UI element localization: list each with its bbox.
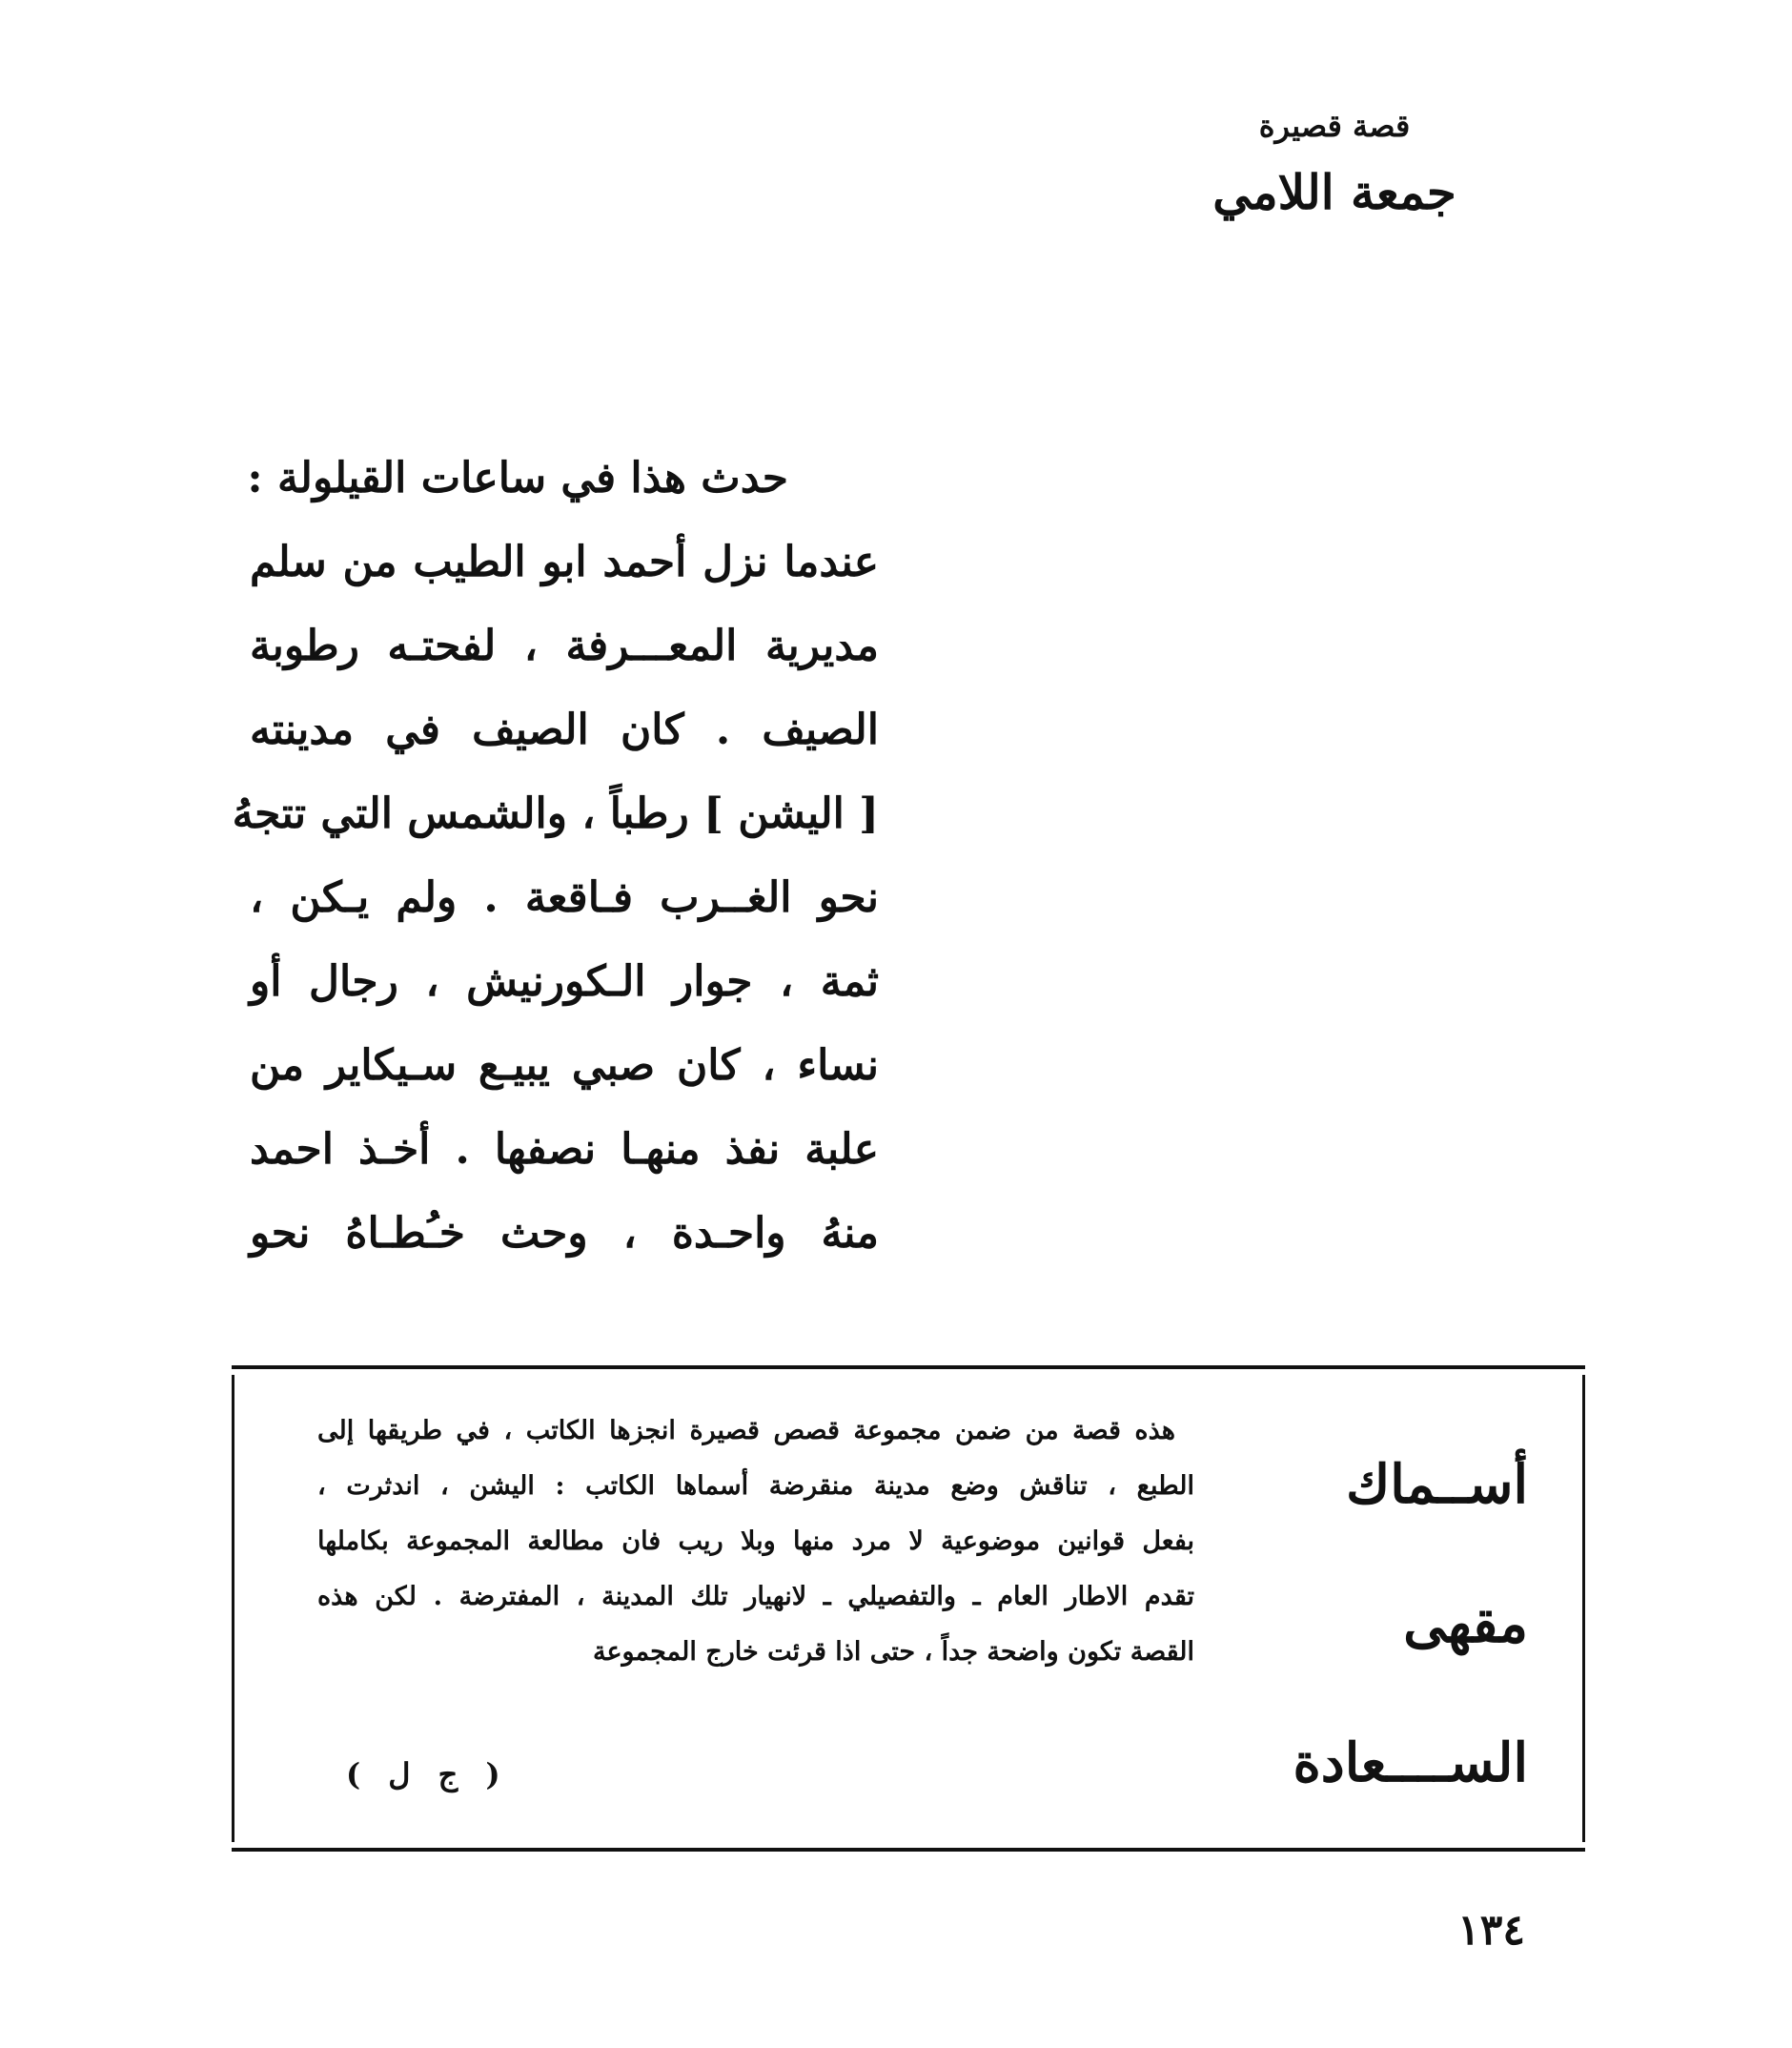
body-line: علبة نفذ منهـا نصفها . أخـذ احمد [250,1125,879,1174]
box-left-rule [232,1375,234,1842]
note-line: بفعل قوانين موضوعية لا مرد منها وبلا ريب فان مطالعة المجموعة بكاملها [317,1526,1194,1556]
body-line: عندما نزل أحمد ابو الطيب من سلم [250,538,879,586]
page-number: ١٣٤ [1457,1906,1525,1955]
story-title [1280,1415,1528,1833]
note-line: القصة تكون واضحة جداً ، حتى اذا قرئت خارج المجموعة [592,1637,1194,1667]
story-title-line: أســماك [1346,1453,1528,1516]
body-line: ثمة ، جوار الـكورنيش ، رجال أو [250,957,879,1006]
body-line: الصيف . كان الصيف في مدينته [250,706,879,754]
body-line: [ اليشن ] رطباً ، والشمس التي تتجهُ [232,789,879,838]
author-name: جمعة اللامي [1212,164,1456,220]
body-line: نحو الغــرب فـاقعة . ولم يـكن ، [250,873,879,922]
box-top-rule [232,1365,1585,1369]
story-body [232,437,879,1276]
note-line: هذه قصة من ضمن مجموعة قصص قصيرة انجزها الكاتب ، في طريقها إلى [317,1416,1175,1445]
editor-note-text [317,1403,1194,1680]
story-title-line: الســــعادة [1293,1731,1528,1794]
story-header [1134,103,1535,231]
body-line: نساء ، كان صبي يبيـع سـيكاير من [250,1041,879,1090]
box-bottom-rule [232,1848,1585,1852]
story-title-line: مقهى [1403,1592,1528,1655]
note-line: تقدم الاطار العام ـ والتفصيلي ـ لانهيار تلك المدينة ، المفترضة . لكن هذه [317,1582,1194,1611]
body-line: حدث هذا في ساعات القيلولة : [247,454,788,502]
note-initials: ( ج ل ) [346,1756,500,1792]
body-line: مديرية المعـــرفة ، لفحتـه رطوبة [250,622,879,670]
body-line: منهُ واحـدة ، وحث خـُطـاهُ نحو [250,1209,879,1258]
editor-note-box [232,1365,1585,1852]
story-genre-label: قصة قصيرة [1258,108,1411,144]
note-line: الطبع ، تناقش وضع مدينة منقرضة أسماها الكاتب : اليشن ، اندثرت ، [317,1471,1194,1501]
box-right-rule [1582,1375,1585,1842]
